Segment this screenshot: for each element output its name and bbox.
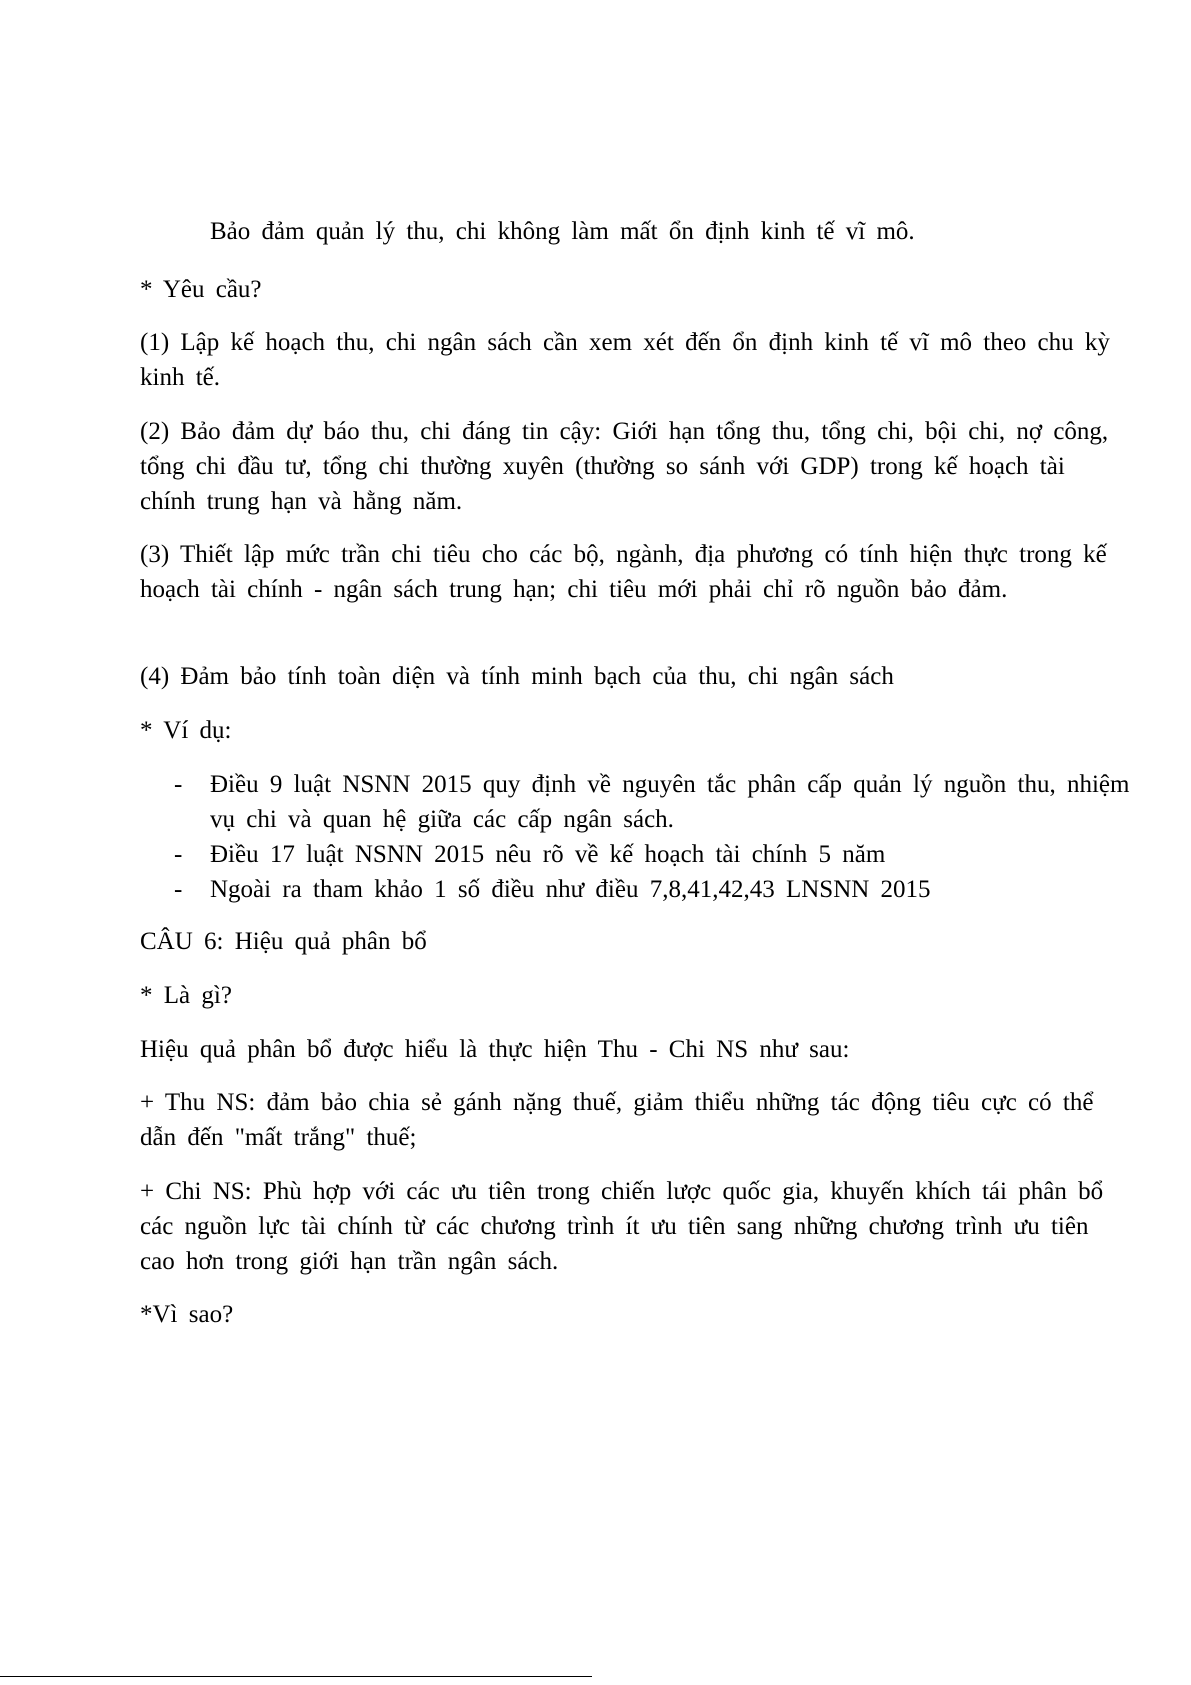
bullet-dash: - [174,841,183,868]
requirement-2: (2) Bảo đảm dự báo thu, chi đáng tin cậy: Giới hạn tổng thu, tổng chi, bội chi, nợ công, tổng chi đầu tư, tổng chi thường xuyên (thường so sánh với GDP) trong kế hoạch tài chính trung hạn và hằng năm. [140,418,1109,515]
requirement-1: (1) Lập kế hoạch thu, chi ngân sách cần xem xét đến ổn định kinh tế vĩ mô theo chu kỳ kinh tế. [140,329,1110,391]
list-item-text: Điều 9 luật NSNN 2015 quy định về nguyên tắc phân cấp quản lý nguồn thu, nhiệm vụ chi và quan hệ giữa các cấp ngân sách. [210,771,1130,833]
list-item-text: Ngoài ra tham khảo 1 số điều như điều 7,8,41,42,43 LNSNN 2015 [210,876,931,903]
section-heading-cau-6: CÂU 6: Hiệu quả phân bổ [140,928,427,955]
heading-what-is: * Là gì? [140,982,232,1009]
heading-requirements: * Yêu cầu? [140,276,262,303]
expenditure-paragraph: + Chi NS: Phù hợp với các ưu tiên trong chiến lược quốc gia, khuyến khích tái phân bổ các nguồn lực tài chính từ các chương trình ít ưu tiên sang những chương trình ưu tiên cao hơn trong giới hạn trần ngân sách. [140,1178,1104,1275]
list-item-text: Điều 17 luật NSNN 2015 nêu rõ về kế hoạch tài chính 5 năm [210,841,886,868]
footnote-separator [0,1676,592,1677]
definition-paragraph: Hiệu quả phân bổ được hiểu là thực hiện Thu - Chi NS như sau: [140,1036,850,1063]
revenue-paragraph: + Thu NS: đảm bảo chia sẻ gánh nặng thuế, giảm thiểu những tác động tiêu cực có thể dẫn đến "mất trắng" thuế; [140,1089,1094,1151]
paragraph-macro-stability: Bảo đảm quản lý thu, chi không làm mất ổn định kinh tế vĩ mô. [210,218,915,245]
list-item [140,872,1130,907]
heading-why: *Vì sao? [140,1301,234,1328]
list-item [140,767,1130,837]
bullet-dash: - [174,771,183,798]
examples-list [140,767,1130,907]
heading-examples: * Ví dụ: [140,717,232,744]
requirement-3: (3) Thiết lập mức trần chi tiêu cho các bộ, ngành, địa phương có tính hiện thực trong kế hoạch tài chính - ngân sách trung hạn; chi tiêu mới phải chỉ rõ nguồn bảo đảm. [140,541,1107,603]
list-item [140,837,1130,872]
requirement-4: (4) Đảm bảo tính toàn diện và tính minh bạch của thu, chi ngân sách [140,663,894,690]
bullet-dash: - [174,876,183,903]
